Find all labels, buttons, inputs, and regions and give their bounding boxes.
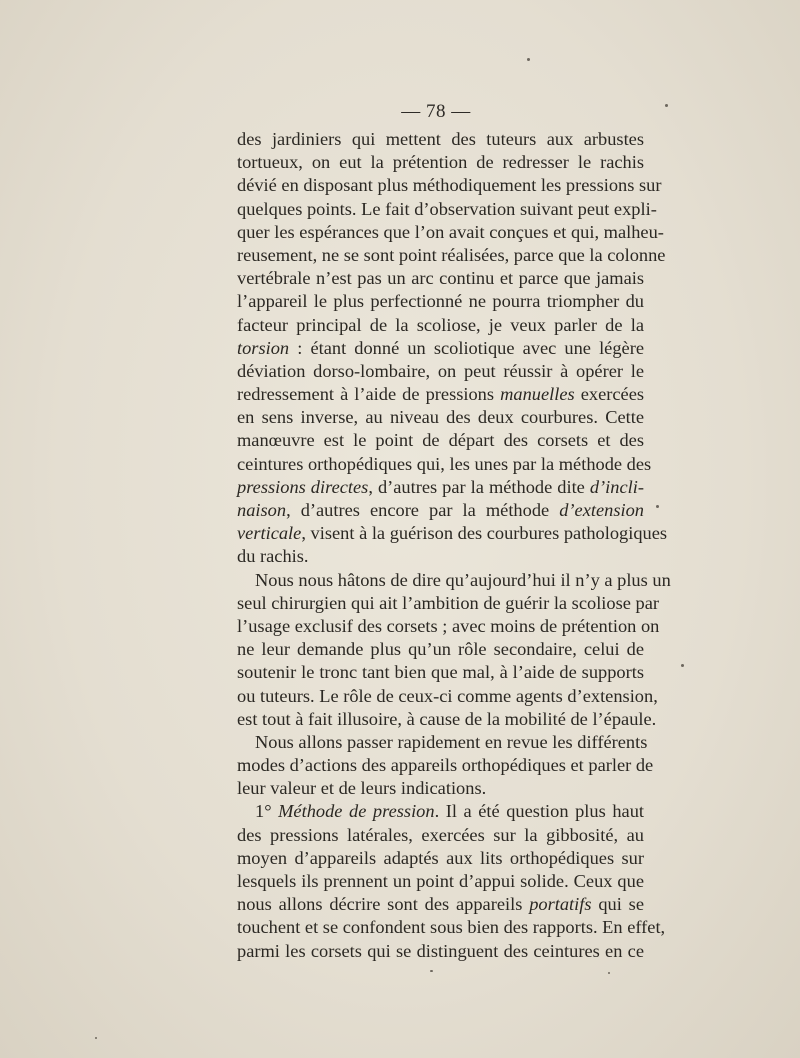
text-line (237, 638, 644, 661)
text-line (237, 383, 644, 406)
text-line (237, 754, 654, 777)
text-segment: touchent et se confondent sous bien des rapports. En effet, (237, 917, 666, 938)
text-line (237, 569, 671, 592)
italic-text: pressions directes (237, 476, 369, 497)
italic-text: d’extension (559, 500, 644, 520)
text-line (237, 360, 644, 383)
text-segment: est tout à fait illusoire, à cause de la mobilité de l’épaule. (237, 708, 657, 729)
text-segment: manœuvre est le point de départ des corsets et des (237, 430, 644, 451)
text-line (237, 406, 644, 429)
text-line (237, 592, 660, 615)
body-text (237, 128, 671, 963)
text-segment: Nous nous hâtons de dire qu’aujourd’hui il n’y a plus un (255, 569, 671, 590)
text-line (237, 476, 644, 499)
text-segment: soutenir le tronc tant bien que mal, à l’aide de supports (237, 662, 644, 683)
text-line (237, 545, 644, 568)
text-segment: redressement à l’aide de pressions (237, 384, 501, 405)
text-line (237, 731, 648, 754)
text-segment: seul chirurgien qui ait l’ambition de guérir la scoliose par (237, 592, 660, 613)
text-line (237, 453, 652, 476)
text-segment: facteur principal de la scoliose, je veux parler de la (237, 314, 644, 335)
paper-speck (656, 505, 659, 508)
text-segment: déviation dorso-lombaire, on peut réussir à opérer le (237, 360, 644, 381)
text-segment: lesquels ils prennent un point d’appui solide. Ceux que (237, 871, 644, 891)
text-line (237, 499, 644, 522)
text-line (237, 847, 644, 870)
text-line (237, 221, 664, 244)
italic-text: d’incli- (589, 476, 644, 497)
text-segment: dévié en disposant plus méthodiquement les pressions sur (237, 175, 662, 196)
paper-speck (527, 58, 530, 61)
text-segment: Nous allons passer rapidement en revue les différents (255, 731, 648, 752)
italic-text: manuelles (500, 384, 575, 405)
page-number: — 78 — (401, 101, 471, 122)
text-segment: du rachis. (237, 546, 309, 567)
text-segment: des jardiniers qui mettent des tuteurs aux arbustes (237, 129, 644, 149)
text-segment: l’appareil le plus perfectionné ne pourra triompher du (237, 291, 644, 312)
text-segment: , d’autres encore par la méthode (286, 500, 560, 520)
text-line (237, 685, 658, 708)
text-segment: leur valeur et de leurs indications. (237, 778, 487, 799)
text-line (237, 198, 657, 221)
italic-text: portatifs (529, 894, 592, 915)
text-line (237, 267, 644, 290)
text-segment: moyen d’appareils adaptés aux lits orthopédiques sur (237, 847, 644, 868)
text-line (237, 940, 644, 963)
text-segment: parmi les corsets qui se distinguent des ceintures en ce (237, 940, 644, 961)
italic-text: Méthode de pression (278, 801, 435, 822)
text-segment: tortueux, on eut la prétention de redresser le rachis (237, 152, 644, 173)
text-line (237, 244, 666, 267)
text-segment: en sens inverse, au niveau des deux courbures. Cette (237, 407, 644, 428)
text-segment: qui se (591, 894, 644, 915)
text-segment: l’usage exclusif des corsets ; avec moins de prétention on (237, 615, 660, 636)
italic-text: torsion (237, 337, 290, 358)
text-line (237, 870, 644, 893)
text-segment: modes d’actions des appareils orthopédiques et parler de (237, 755, 654, 776)
text-segment: 1° (255, 801, 279, 822)
italic-text: naison (237, 500, 287, 520)
paper-speck (665, 104, 668, 107)
text-segment: ne leur demande plus qu’un rôle secondaire, celui de (237, 639, 644, 660)
text-line (237, 824, 644, 847)
text-line (237, 661, 644, 684)
text-segment: reusement, ne se sont point réalisées, parce que la colonne (237, 244, 666, 265)
text-segment: exercées (574, 384, 645, 405)
text-segment: quer les espérances que l’on avait conçues et qui, malheu- (237, 221, 664, 242)
text-line (237, 290, 644, 313)
text-line (237, 128, 644, 151)
text-line (237, 615, 660, 638)
text-segment: ou tuteurs. Le rôle de ceux-ci comme agents d’extension, (237, 685, 658, 706)
italic-text: verticale (237, 523, 302, 544)
text-line (237, 708, 657, 731)
text-segment: des pressions latérales, exercées sur la gibbosité, au (237, 824, 644, 845)
paper-speck (681, 664, 684, 667)
text-line (237, 174, 662, 197)
text-segment: ceintures orthopédiques qui, les unes par la méthode des (237, 453, 652, 474)
text-segment: nous allons décrire sont des appareils (237, 894, 530, 915)
text-segment: vertébrale n’est pas un arc continu et parce que jamais (237, 268, 644, 289)
text-line (237, 522, 668, 545)
text-line (237, 151, 644, 174)
text-line (237, 429, 644, 452)
text-segment: , visent à la guérison des courbures pathologiques (301, 523, 668, 544)
text-line (237, 337, 644, 360)
paper-speck (608, 972, 610, 974)
text-line (237, 777, 644, 800)
text-line (237, 893, 644, 916)
paper-speck (430, 970, 433, 972)
text-line (237, 800, 644, 823)
text-segment: : étant donné un scoliotique avec une légère (289, 337, 644, 358)
text-segment: quelques points. Le fait d’observation suivant peut expli- (237, 198, 657, 219)
text-segment: . Il a été question plus haut (434, 801, 644, 822)
text-segment: , d’autres par la méthode dite (368, 476, 590, 497)
text-line (237, 916, 666, 939)
text-line (237, 314, 644, 337)
paper-speck (95, 1037, 97, 1039)
